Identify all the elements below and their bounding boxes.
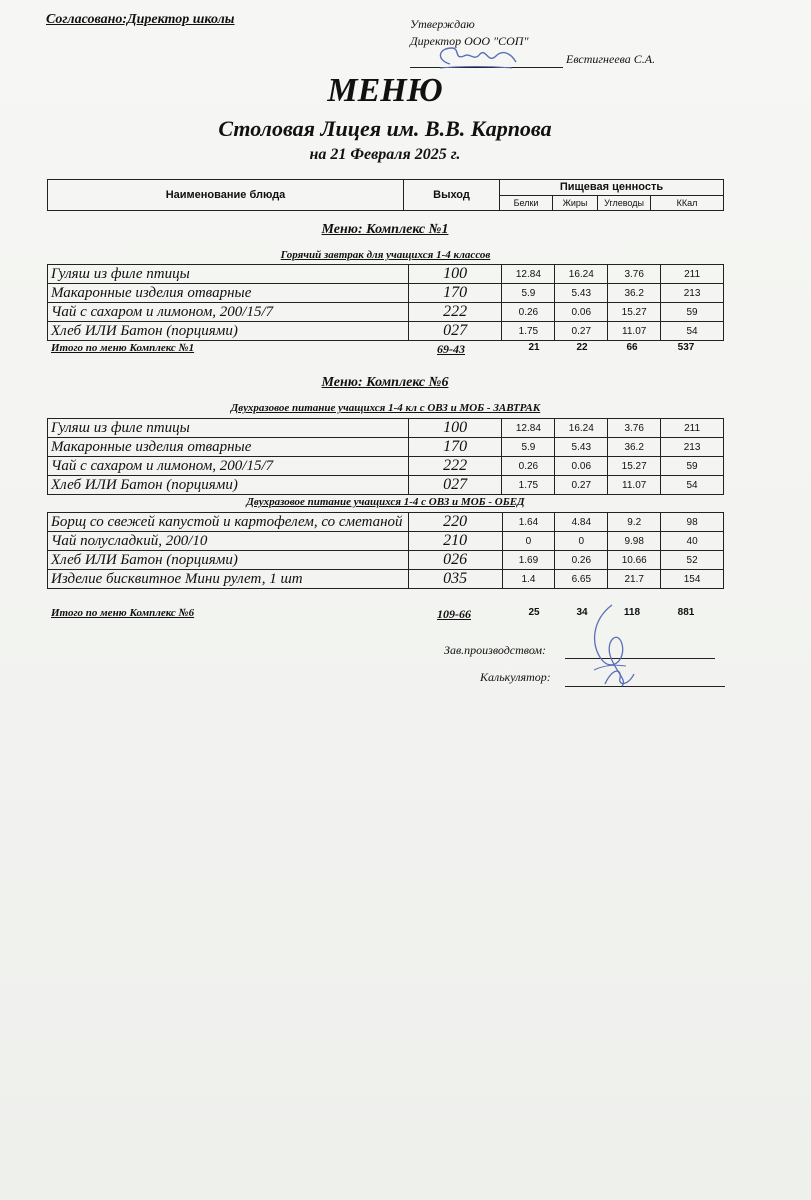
total-output: 109-66: [437, 607, 471, 621]
dish-output: 027: [408, 322, 502, 341]
dish-protein: 1.75: [502, 322, 555, 341]
dish-kcal: 54: [661, 322, 724, 341]
dish-fat: 0.27: [555, 322, 608, 341]
table-row: [48, 419, 724, 438]
dish-output: 026: [408, 551, 502, 570]
dish-carbs: 15.27: [608, 303, 661, 322]
table-row: [48, 303, 724, 322]
dish-fat: 4.84: [555, 513, 608, 532]
dish-carbs: 11.07: [608, 322, 661, 341]
header-protein: Белки: [500, 195, 553, 211]
dish-fat: 5.43: [555, 438, 608, 457]
complex-6-breakfast-table: [47, 418, 724, 495]
total-label: Итого по меню Комплекс №6: [51, 607, 195, 619]
dish-output: 170: [408, 284, 502, 303]
dish-protein: 0.26: [502, 457, 555, 476]
page-title: МЕНЮ: [327, 72, 443, 109]
page-subtitle: Столовая Лицея им. В.В. Карпова: [218, 116, 552, 141]
dish-output: 222: [408, 457, 502, 476]
dish-kcal: 59: [661, 303, 724, 322]
dish-protein: 5.9: [502, 438, 555, 457]
dish-protein: 1.69: [502, 551, 555, 570]
dish-fat: 6.65: [555, 570, 608, 589]
table-row: [48, 513, 724, 532]
dish-fat: 0: [555, 532, 608, 551]
dish-output: 100: [408, 419, 502, 438]
dish-protein: 0: [502, 532, 555, 551]
dish-output: 170: [408, 438, 502, 457]
dish-name: Макаронные изделия отварные: [48, 284, 409, 303]
dish-output: 035: [408, 570, 502, 589]
dish-name: Чай с сахаром и лимоном, 200/15/7: [48, 303, 409, 322]
dish-name: Хлеб ИЛИ Батон (порциями): [48, 551, 409, 570]
table-row: [48, 551, 724, 570]
total-protein: 25: [528, 607, 540, 618]
agreed-label: Согласовано:Директор школы: [46, 12, 235, 27]
dish-name: Чай полусладкий, 200/10: [48, 532, 409, 551]
table-row: [48, 284, 724, 303]
dish-name: Гуляш из филе птицы: [48, 419, 409, 438]
production-manager-label: Зав.производством:: [444, 643, 547, 657]
table-row: [48, 476, 724, 495]
complex-1-title: Меню: Комплекс №1: [321, 222, 449, 237]
dish-output: 210: [408, 532, 502, 551]
table-row: [48, 438, 724, 457]
header-carbs: Углеводы: [598, 195, 651, 211]
dish-kcal: 211: [661, 265, 724, 284]
dish-kcal: 59: [661, 457, 724, 476]
dish-output: 027: [408, 476, 502, 495]
complex-1-total: [47, 342, 724, 358]
dish-carbs: 36.2: [608, 284, 661, 303]
total-output: 69-43: [437, 342, 465, 356]
complex-6-lunch-table: [47, 512, 724, 589]
complex-6-section-breakfast: Двухразовое питание учащихся 1-4 кл с ОВЗ и МОБ - ЗАВТРАК: [230, 402, 541, 414]
dish-fat: 0.26: [555, 551, 608, 570]
dish-output: 220: [408, 513, 502, 532]
dish-kcal: 213: [661, 438, 724, 457]
dish-protein: 5.9: [502, 284, 555, 303]
dish-name: Изделие бисквитное Мини рулет, 1 шт: [48, 570, 409, 589]
approve-line-1: Утверждаю: [410, 17, 475, 31]
page-date: на 21 Февраля 2025 г.: [309, 146, 461, 163]
dish-name: Хлеб ИЛИ Батон (порциями): [48, 322, 409, 341]
total-fat: 22: [576, 342, 588, 353]
dish-protein: 12.84: [502, 265, 555, 284]
dish-fat: 16.24: [555, 419, 608, 438]
dish-carbs: 3.76: [608, 419, 661, 438]
dish-kcal: 213: [661, 284, 724, 303]
total-protein: 21: [528, 342, 540, 353]
complex-1-section: Горячий завтрак для учащихся 1-4 классов: [280, 249, 491, 261]
approver-signature: [430, 42, 520, 74]
header-output: Выход: [404, 180, 500, 211]
dish-name: Макаронные изделия отварные: [48, 438, 409, 457]
dish-carbs: 9.98: [608, 532, 661, 551]
header-kcal: ККал: [651, 195, 724, 211]
approve-line-2: Директор ООО "СОП": [410, 34, 529, 48]
total-fat: 34: [576, 607, 588, 618]
dish-carbs: 36.2: [608, 438, 661, 457]
dish-protein: 1.4: [502, 570, 555, 589]
dish-fat: 0.27: [555, 476, 608, 495]
table-row: [48, 457, 724, 476]
dish-kcal: 211: [661, 419, 724, 438]
dish-fat: 5.43: [555, 284, 608, 303]
table-row: [48, 322, 724, 341]
dish-fat: 16.24: [555, 265, 608, 284]
header-dish-name: Наименование блюда: [48, 180, 404, 211]
total-carbs: 118: [623, 607, 641, 618]
table-row: [48, 532, 724, 551]
complex-1-table: [47, 264, 724, 341]
dish-carbs: 9.2: [608, 513, 661, 532]
dish-output: 100: [408, 265, 502, 284]
header-fat: Жиры: [553, 195, 598, 211]
dish-carbs: 11.07: [608, 476, 661, 495]
dish-carbs: 3.76: [608, 265, 661, 284]
dish-name: Борщ со свежей капустой и картофелем, со сметаной: [48, 513, 409, 532]
dish-name: Хлеб ИЛИ Батон (порциями): [48, 476, 409, 495]
calculator-label: Калькулятор:: [480, 670, 551, 684]
dish-protein: 0.26: [502, 303, 555, 322]
dish-kcal: 52: [661, 551, 724, 570]
dish-kcal: 40: [661, 532, 724, 551]
total-kcal: 881: [677, 607, 695, 618]
dish-name: Чай с сахаром и лимоном, 200/15/7: [48, 457, 409, 476]
total-kcal: 537: [677, 342, 695, 353]
dish-output: 222: [408, 303, 502, 322]
dish-protein: 1.64: [502, 513, 555, 532]
total-label: Итого по меню Комплекс №1: [51, 342, 195, 354]
table-row: [48, 265, 724, 284]
dish-kcal: 54: [661, 476, 724, 495]
dish-protein: 12.84: [502, 419, 555, 438]
total-carbs: 66: [626, 342, 638, 353]
header-nutrition: Пищевая ценность: [500, 180, 724, 196]
table-header: [47, 179, 724, 211]
complex-6-title: Меню: Комплекс №6: [321, 375, 449, 390]
dish-carbs: 15.27: [608, 457, 661, 476]
dish-name: Гуляш из филе птицы: [48, 265, 409, 284]
table-row: [48, 570, 724, 589]
approver-name: Евстигнеева С.А.: [566, 52, 656, 66]
dish-carbs: 21.7: [608, 570, 661, 589]
calculator-signature: [600, 664, 640, 690]
complex-6-section-lunch: Двухразовое питание учащихся 1-4 с ОВЗ и МОБ - ОБЕД: [246, 496, 525, 508]
dish-protein: 1.75: [502, 476, 555, 495]
dish-carbs: 10.66: [608, 551, 661, 570]
dish-kcal: 154: [661, 570, 724, 589]
dish-kcal: 98: [661, 513, 724, 532]
dish-fat: 0.06: [555, 457, 608, 476]
dish-fat: 0.06: [555, 303, 608, 322]
